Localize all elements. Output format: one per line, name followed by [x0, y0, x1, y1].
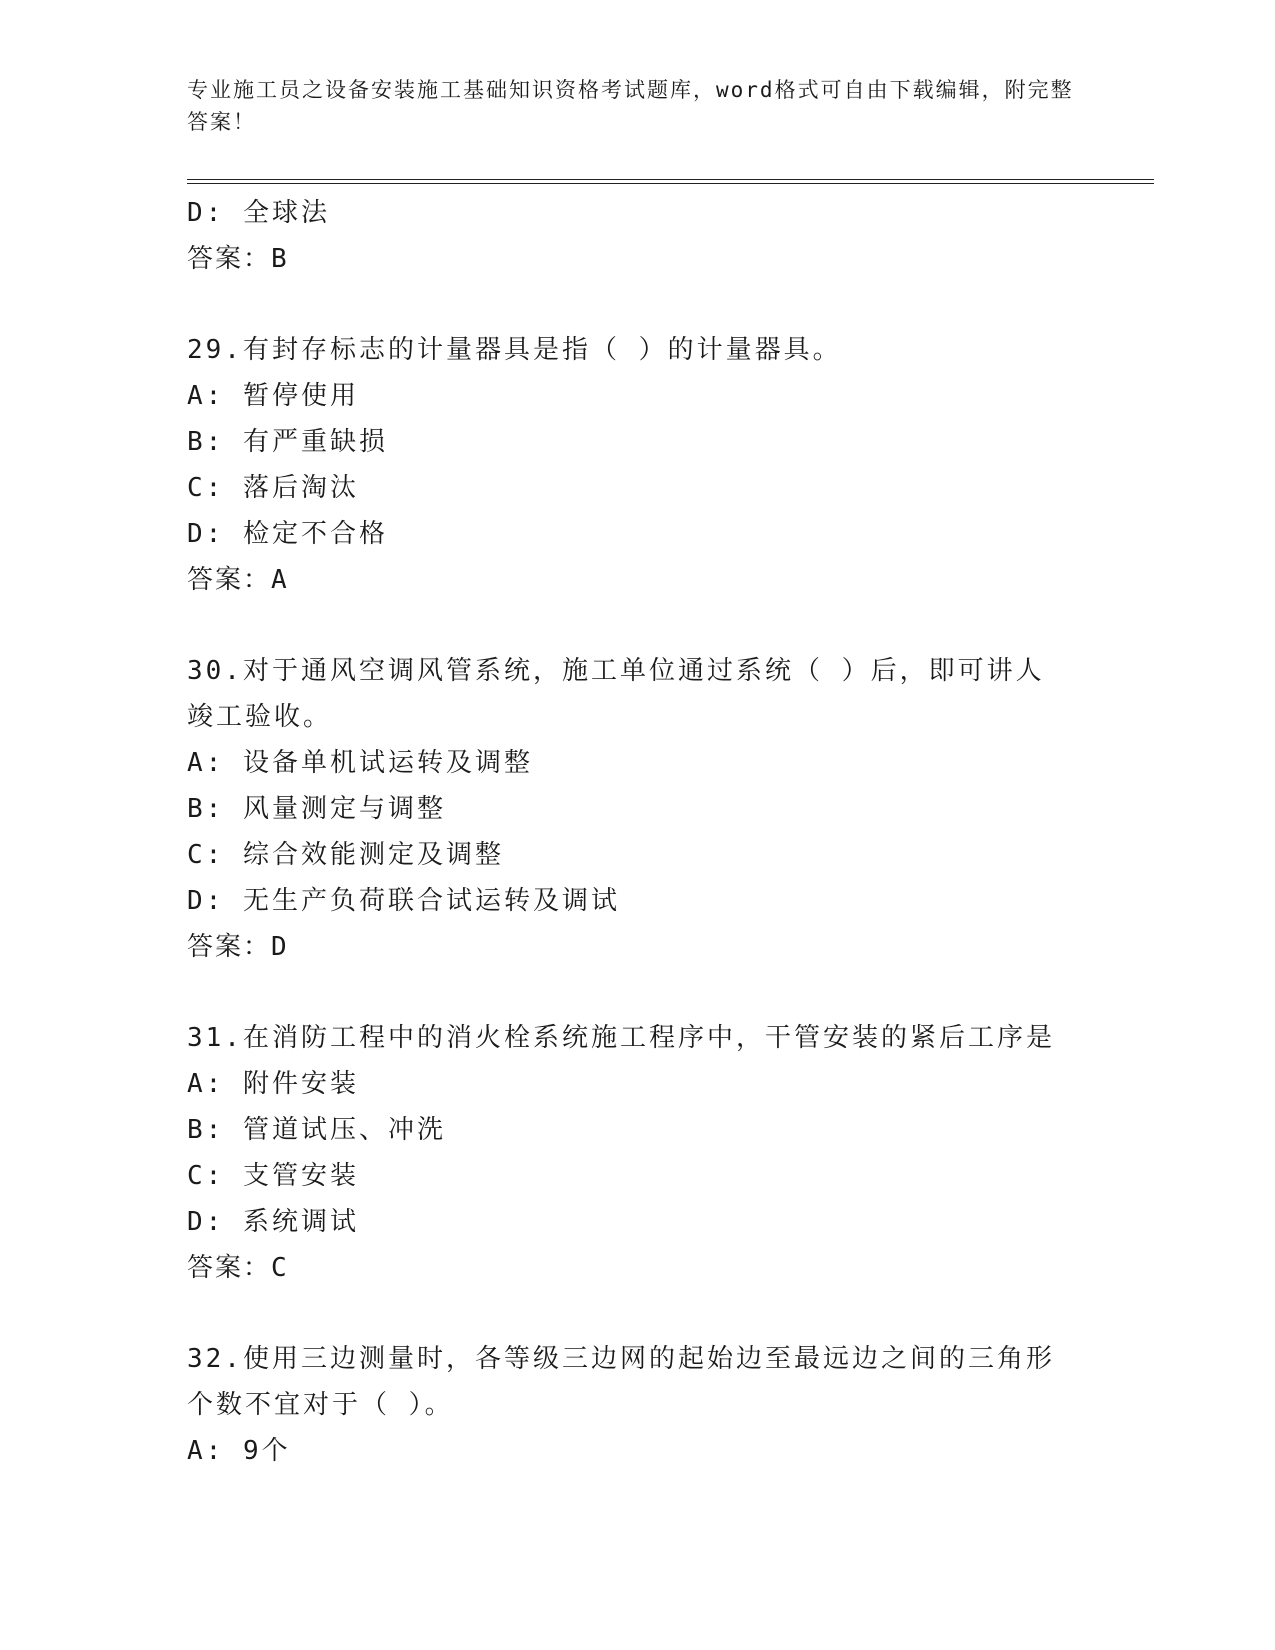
question-31-answer — [187, 1245, 1087, 1291]
question-30-text: 30.对于通风空调风管系统，施工单位通过系统（ ）后，即可讲人竣工验收。 — [187, 656, 1045, 732]
answer-label: 答案： — [187, 244, 272, 274]
question-29-option-d: D: 检定不合格 — [187, 519, 388, 549]
option-d: D: 全球法 — [187, 198, 330, 228]
question-29-option-b: B: 有严重缺损 — [187, 427, 388, 457]
answer-line — [187, 236, 1087, 282]
question-31-option-b: B: 管道试压、冲洗 — [187, 1115, 446, 1145]
spacer — [187, 282, 1087, 327]
question-29-answer — [187, 557, 1087, 603]
answer-value: A — [271, 565, 289, 595]
answer-label: 答案： — [187, 932, 272, 962]
question-32-option-a: A: 9个 — [187, 1436, 291, 1466]
answer-label: 答案： — [187, 1253, 272, 1283]
answer-value: B — [271, 244, 289, 274]
question-29-option-a: A: 暂停使用 — [187, 381, 359, 411]
question-32-text: 32.使用三边测量时，各等级三边网的起始边至最远边之间的三角形个数不宜对于（ ）。 — [187, 1344, 1055, 1420]
spacer — [187, 970, 1087, 1015]
question-30-option-b: B: 风量测定与调整 — [187, 794, 446, 824]
header-rule-top — [187, 179, 1154, 180]
answer-label: 答案： — [187, 565, 272, 595]
question-31-option-c: C: 支管安装 — [187, 1161, 359, 1191]
document-header: 专业施工员之设备安装施工基础知识资格考试题库，word格式可自由下载编辑，附完整答案！ — [187, 78, 1074, 134]
question-31-text: 31.在消防工程中的消火栓系统施工程序中，干管安装的紧后工序是 — [187, 1023, 1055, 1053]
question-31-option-a: A: 附件安装 — [187, 1069, 359, 1099]
spacer — [187, 603, 1087, 648]
question-30-option-d: D: 无生产负荷联合试运转及调试 — [187, 886, 620, 916]
answer-value: D — [271, 932, 289, 962]
question-list — [187, 190, 1087, 1474]
question-29-text: 29.有封存标志的计量器具是指（ ）的计量器具。 — [187, 335, 842, 365]
question-31-option-d: D: 系统调试 — [187, 1207, 359, 1237]
question-30-option-c: C: 综合效能测定及调整 — [187, 840, 504, 870]
header-rule-bottom — [187, 183, 1154, 184]
spacer — [187, 1291, 1087, 1336]
question-29-option-c: C: 落后淘汰 — [187, 473, 359, 503]
answer-value: C — [271, 1253, 289, 1283]
question-30-answer — [187, 924, 1087, 970]
question-30-option-a: A: 设备单机试运转及调整 — [187, 748, 533, 778]
